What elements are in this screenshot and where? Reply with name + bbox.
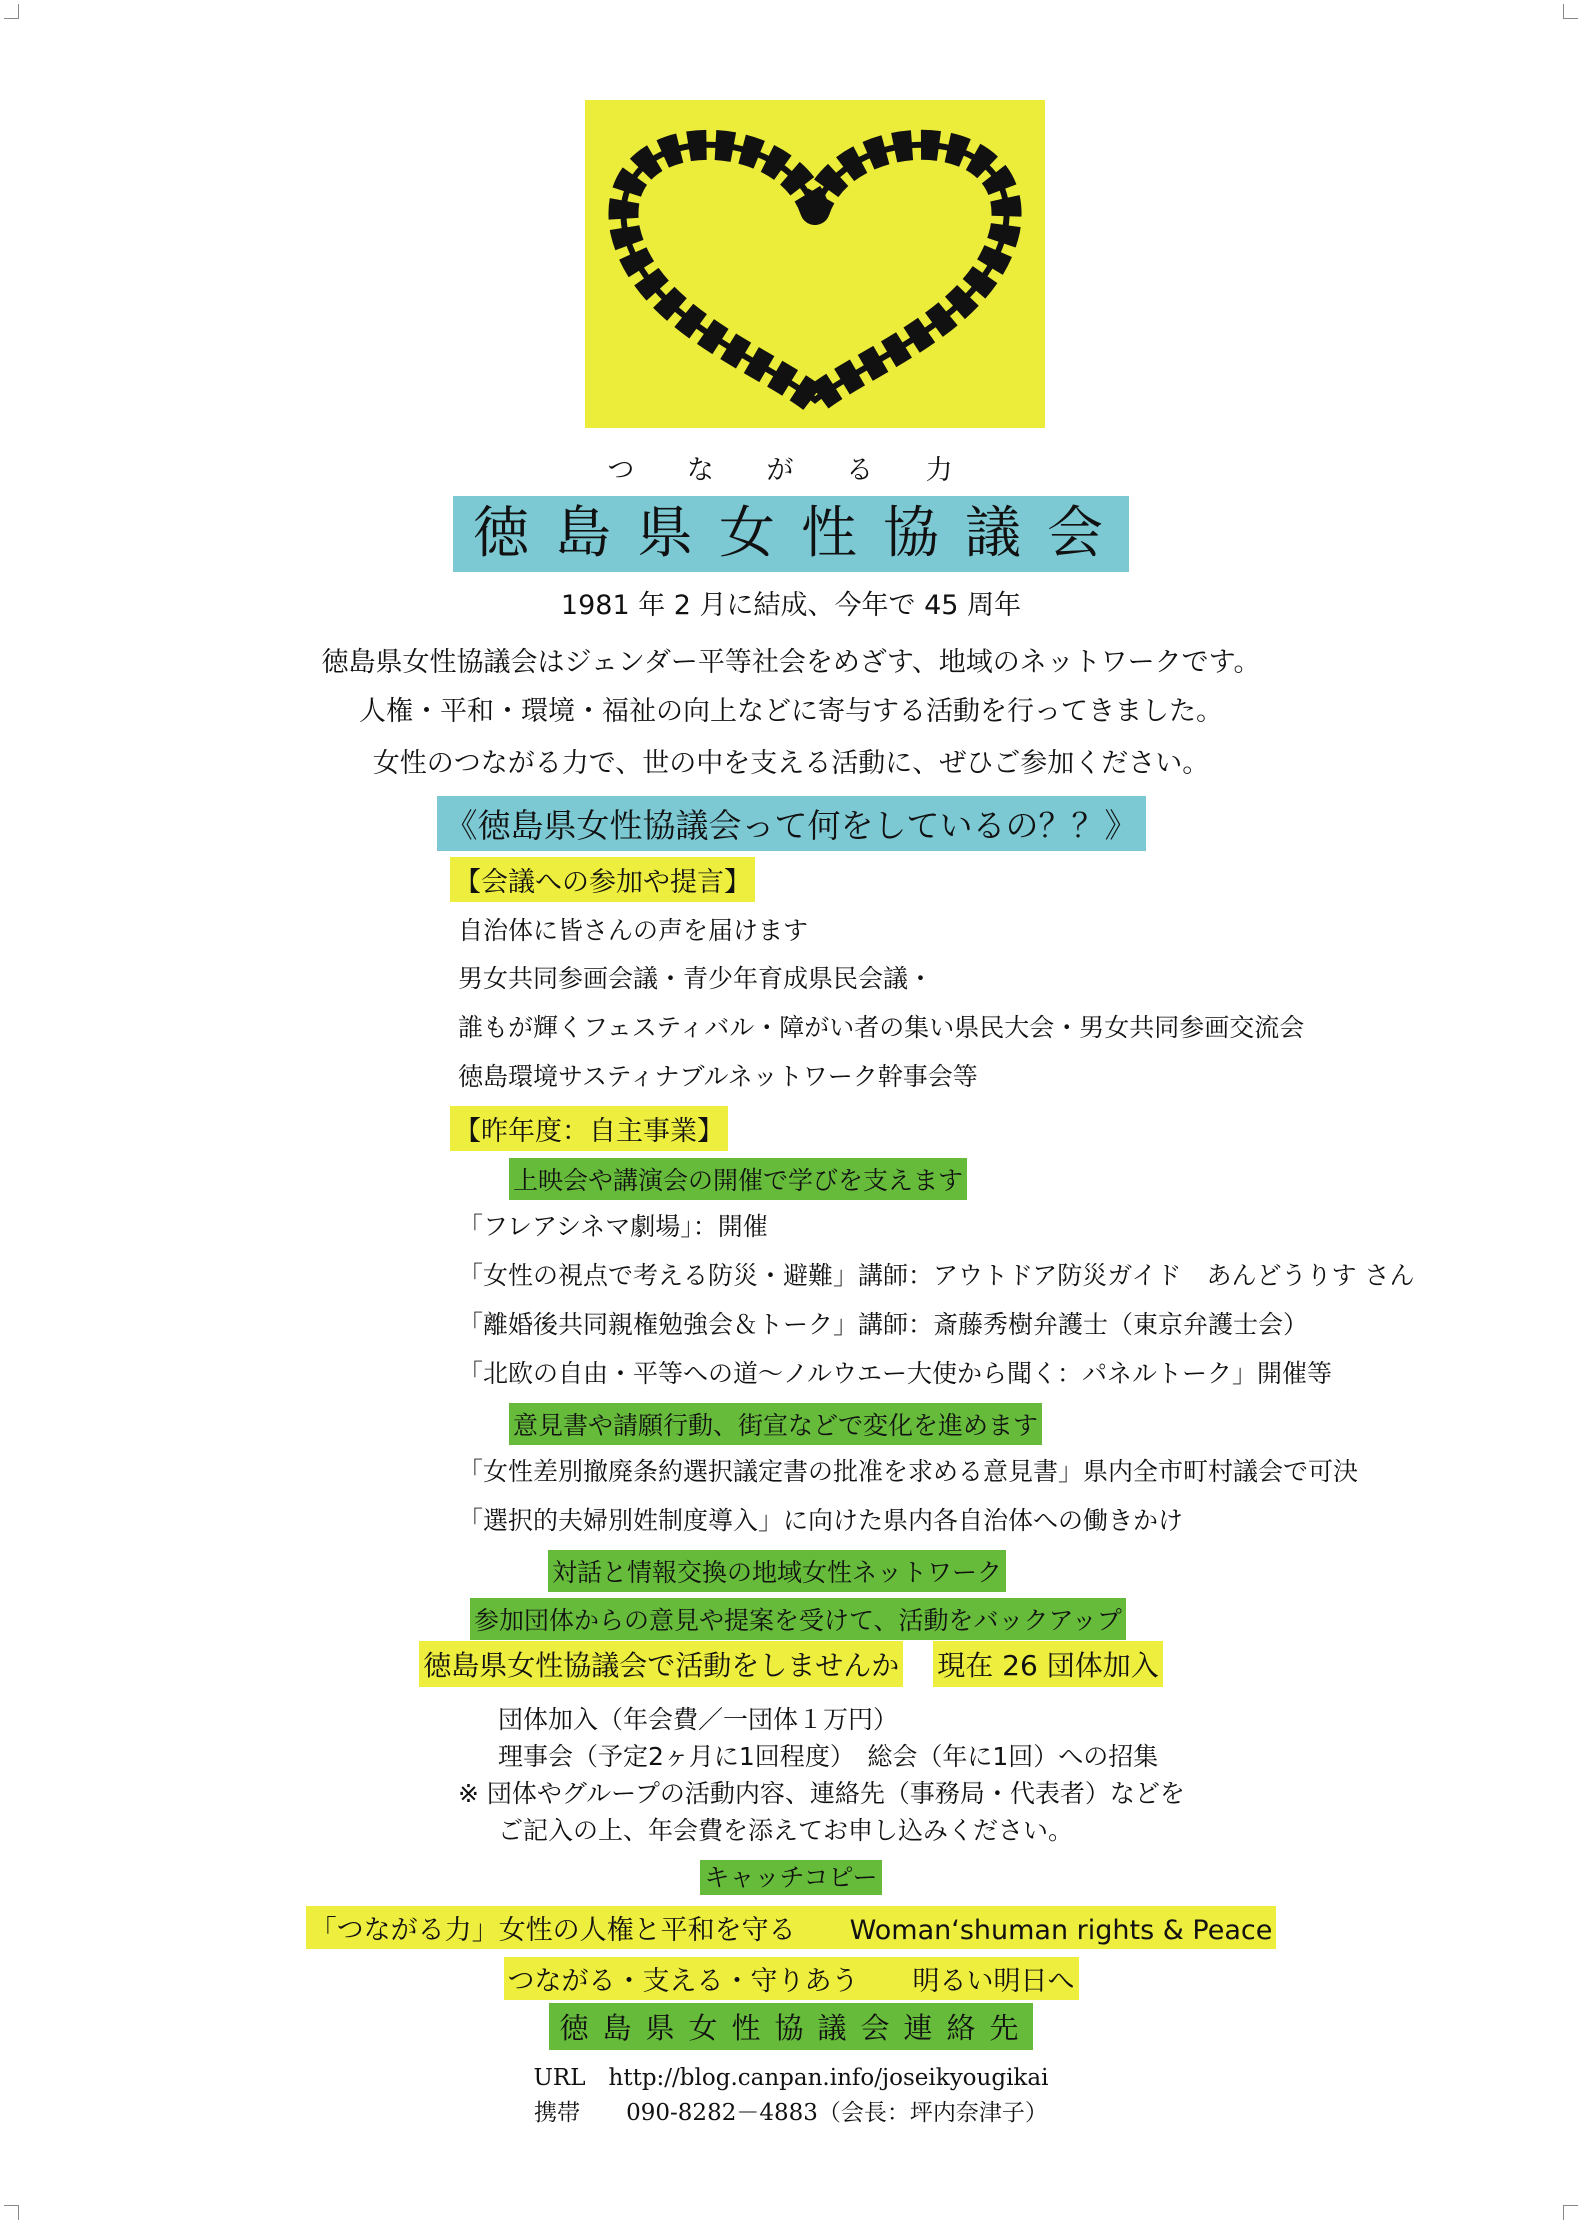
- member-count-text: 現在 26 団体加入: [933, 1641, 1162, 1687]
- section-meetings-heading: 【会議への参加や提言】: [450, 857, 755, 902]
- catchcopy-line-1-row: [0, 1906, 1582, 1949]
- catchcopy-label-row: [0, 1858, 1582, 1894]
- projects-sub1-line-2: 「女性の視点で考える防災・避難」講師：アウトドア防災ガイド あんどうりす さん: [458, 1261, 1415, 1290]
- meetings-line-3: 誰もが輝くフェスティバル・障がい者の集い県民大会・男女共同参画交流会: [458, 1013, 1305, 1042]
- tagline: つ な が る 力: [607, 455, 975, 486]
- heart-people-icon: [585, 100, 1045, 428]
- meetings-line-1: 自治体に皆さんの声を届けます: [458, 916, 809, 945]
- projects-sub2-line-2: 「選択的夫婦別姓制度導入」に向けた県内各自治体への働きかけ: [458, 1506, 1184, 1535]
- join-cta-row: [0, 1641, 1582, 1687]
- catchcopy-label: キャッチコピー: [700, 1860, 881, 1895]
- contact-title-row: [0, 2003, 1582, 2050]
- url-link[interactable]: http://blog.canpan.info/joseikyougikai: [608, 2065, 1049, 2091]
- join-cta-text: 徳島県女性協議会で活動をしませんか: [419, 1641, 903, 1687]
- intro-line-1: 徳島県女性協議会はジェンダー平等社会をめざす、地域のネットワークです。: [321, 647, 1261, 678]
- projects-sub1-line-1: 「フレアシネマ劇場」：開催: [458, 1212, 768, 1241]
- contact-title: 徳島県女性協議会連絡先: [549, 2003, 1032, 2050]
- join-line-1: 団体加入（年会費／一団体１万円）: [498, 1705, 899, 1734]
- heart-of-people-logo: [585, 100, 1045, 428]
- url-label: URL: [533, 2065, 586, 2091]
- org-title-text: 徳島県女性協議会: [453, 496, 1129, 572]
- phone-line: [0, 2094, 1582, 2127]
- projects-sub2-heading: 意見書や請願行動、街宣などで変化を進めます: [509, 1403, 1042, 1445]
- join-line-2: 理事会（予定2ヶ月に1回程度） 総会（年に1回）への招集: [498, 1742, 1159, 1771]
- projects-sub4-heading: 参加団体からの意見や提案を受けて、活動をバックアップ: [470, 1598, 1126, 1640]
- crop-mark-top-left: [4, 4, 19, 19]
- projects-sub1-line-4: 「北欧の自由・平等への道～ノルウエー大使から聞く：パネルトーク」開催等: [458, 1359, 1333, 1388]
- projects-sub1-line-3: 「離婚後共同親権勉強会＆トーク」講師：斎藤秀樹弁護士（東京弁護士会）: [458, 1310, 1309, 1339]
- question-heading-text: 《徳島県女性協議会って何をしているの？？》: [437, 796, 1146, 851]
- meetings-line-2: 男女共同参画会議・青少年育成県民会議・: [458, 964, 934, 993]
- meetings-line-4: 徳島環境サスティナブルネットワーク幹事会等: [458, 1062, 978, 1091]
- join-line-4: ご記入の上、年会費を添えてお申し込みください。: [498, 1816, 1074, 1845]
- intro-line-3: 女性のつながる力で、世の中を支える活動に、ぜひご参加ください。: [372, 748, 1210, 779]
- projects-sub1-heading: 上映会や講演会の開催で学びを支えます: [509, 1158, 967, 1200]
- section-projects-heading: 【昨年度：自主事業】: [450, 1106, 728, 1151]
- projects-sub2-line-1: 「女性差別撤廃条約選択議定書の批准を求める意見書」県内全市町村議会で可決: [458, 1457, 1359, 1486]
- crop-mark-bottom-left: [4, 2205, 19, 2220]
- catchcopy-line-1: 「つながる力」女性の人権と平和を守る Woman‘shuman rights & Peace: [306, 1906, 1277, 1949]
- question-heading: [0, 796, 1582, 851]
- phone-number[interactable]: 090-8282－4883（会長：坪内奈津子）: [626, 2100, 1048, 2126]
- crop-mark-top-right: [1563, 4, 1578, 19]
- catchcopy-line-2-row: [0, 1957, 1582, 2000]
- url-line: [0, 2059, 1582, 2092]
- org-title: [0, 496, 1582, 572]
- projects-sub3-heading: 対話と情報交換の地域女性ネットワーク: [548, 1550, 1006, 1592]
- founded-text: 1981 年 2 月に結成、今年で 45 周年: [560, 590, 1022, 621]
- intro-line-2: 人権・平和・環境・福祉の向上などに寄与する活動を行ってきました。: [359, 696, 1223, 727]
- join-line-3: ※ 団体やグループの活動内容、連絡先（事務局・代表者）などを: [458, 1779, 1185, 1808]
- phone-label: 携帯: [534, 2100, 581, 2126]
- catchcopy-line-2: つながる・支える・守りあう 明るい明日へ: [504, 1957, 1079, 2000]
- crop-mark-bottom-right: [1563, 2205, 1578, 2220]
